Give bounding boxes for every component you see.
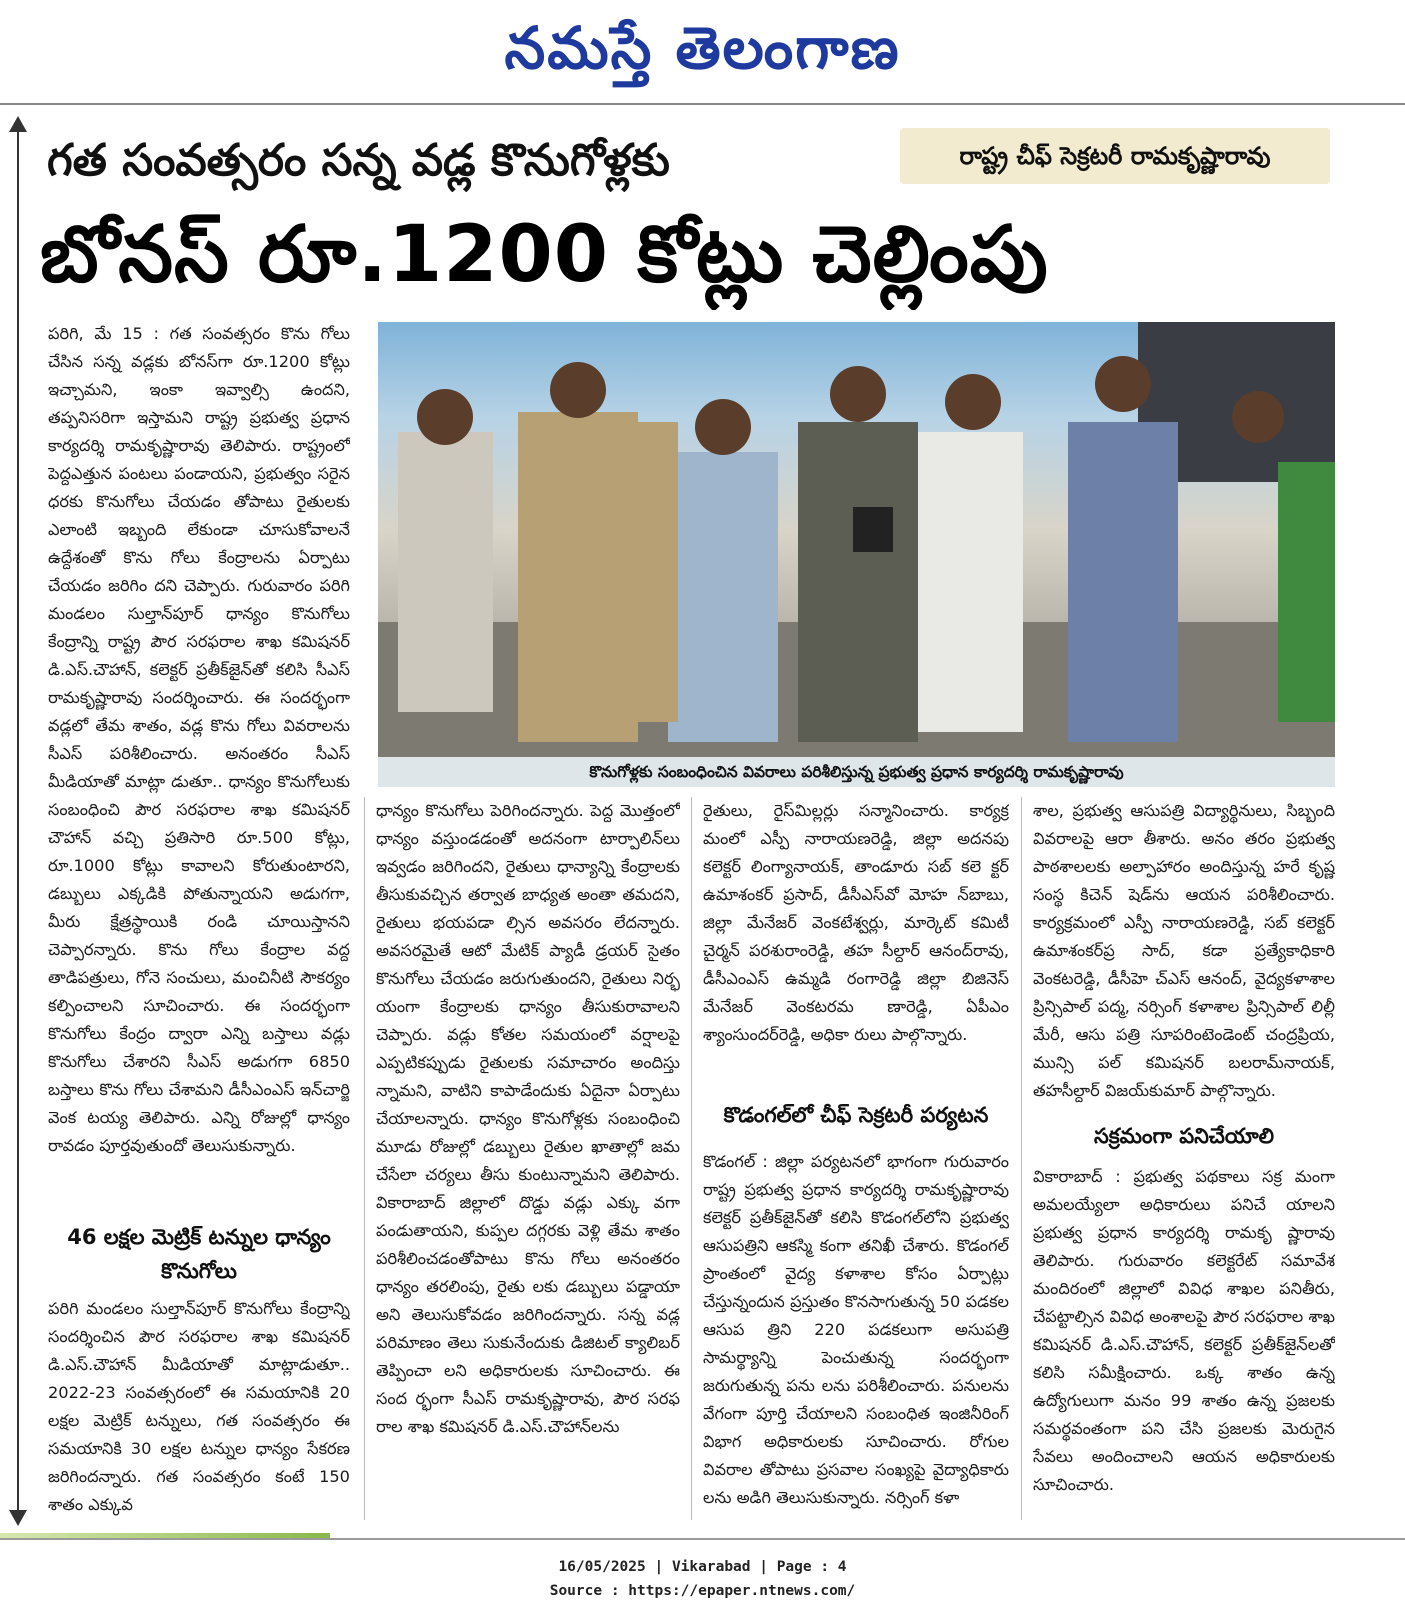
article-column-2 xyxy=(376,797,680,1520)
footer-source-link[interactable]: Source : https://epaper.ntnews.com/ xyxy=(549,1583,856,1599)
column-divider xyxy=(364,797,365,1520)
article-column-1-bottom xyxy=(48,1295,350,1520)
masthead xyxy=(0,0,1405,100)
subheading-work-properly: సక్రమంగా పనిచేయాలి xyxy=(1094,1124,1274,1148)
headline-subhead: గత సంవత్సరం సన్న వడ్ల కొనుగోళ్లకు xyxy=(47,135,670,186)
top-divider xyxy=(0,103,1405,105)
article-paragraph: పరిగి, మే 15 : గత సంవత్సరం కొను గోలు చేసిన సన్న వడ్లకు బోనస్‌గా రూ.1200 కోట్లు ఇచ్చామని, ఇంకా ఇవ్వాల్సి ఉందని, తప్పనిసరిగా ఇస్తామని రాష్ట్ర ప్రభుత్వ ప్రధాన కార్యదర్శి రామకృష్ణారావు తెలిపారు. రాష్ట్రంలో పెద్దఎత్తున పంటలు పండాయని, ప్రభుత్వం సరైన ధరకు కొనుగోలు చేయడం తోపాటు రైతులకు ఎలాంటి ఇబ్బంది లేకుండా చూసుకోవాలనే ఉద్దేశంతో కొను గోలు కేంద్రాలను ఏర్పాటు చేయడం జరిగిం దని చెప్పారు. గురువారం పరిగి మండలం సుల్తాన్‌పూర్ ధాన్యం కొనుగోలు కేంద్రాన్ని రాష్ట్ర పౌర సరఫరాల శాఖ కమిషనర్ డి.ఎస్.చౌహాన్, కలెక్టర్ ప్రతీక్‌జైన్‌తో కలిసి సీఎస్ రామకృష్ణారావు సందర్శించారు. ఈ సందర్భంగా వడ్లలో తేమ శాతం, వడ్ల కొను గోలు వివరాలను సీఎస్ పరిశీలించారు. అనంతరం సీఎస్ మీడియాతో మాట్లా డుతూ.. ధాన్యం కొనుగోలుకు సంబంధించి పౌర సరఫరాల శాఖ కమిషనర్ చౌహాన్ వచ్చి ప్రతిసారి రూ.500 కోట్లు, రూ.1000 కోట్లు కావాలని కోరుతుంటారని, డబ్బులు ఎక్కడికి పోతున్నాయని అడుగగా, మీరు క్షేత్రస్థాయికి రండి చూయిస్తానని చెప్పారన్నారు. కొను గోలు కేంద్రాల వద్ద తాడిపత్రులు, గోనె సంచులు, మంచినీటి సౌకర్యం కల్పించాలని సూచించారు. ఈ సందర్భంగా కొనుగోలు కేంద్రం ద్వారా ఎన్ని బస్తాలు వడ్లు కొనుగోలు చేశారని సీఎస్ అడుగగా 6850 బస్తాలు కొను గోలు చేశామని డీసీఎంఎస్ ఇన్‌చార్జి వెంక టయ్య తెలిపారు. ఎన్ని రోజుల్లో ధాన్యం రావడం పూర్తవుతుందో తెలుసుకున్నారు. xyxy=(48,324,350,1155)
article-paragraph: ధాన్యం కొనుగోలు పెరిగిందన్నారు. పెద్ద మొత్తంలో ధాన్యం వస్తుండడంతో అదనంగా టార్పాలిన్‌లు ఇవ్వడం జరిగిందని, రైతులు ధాన్యాన్ని కేంద్రాలకు తీసుకువచ్చిన తర్వాత బాధ్యత అంతా తమదని, రైతులు భయపడా ల్సిన అవసరం లేదన్నారు. అవసరమైతే ఆటో మేటిక్ ప్యాడీ డ్రయర్ సైతం కొనుగోలు చేయడం జరుగుతుందని, రైతులు నిర్భ యంగా కేంద్రాలకు ధాన్యం తీసుకురావాలని చెప్పారు. వడ్లు కోతల సమయంలో వర్షాలపై ఎప్పటికప్పుడు రైతులకు సమాచారం అందిస్తు న్నామని, వాటిని కాపాడేందుకు ఏదైనా ఏర్పాటు చేయాలన్నారు. ధాన్యం కొనుగోళ్లకు సంబంధించి మూడు రోజుల్లో డబ్బులు రైతుల ఖాతాల్లో జమ చేసేలా చర్యలు తీసు కుంటున్నామని తెలిపారు. వికారాబాద్ జిల్లాలో దొడ్డు వడ్లు ఎక్కు వగా పండుతాయని, కుప్పల దగ్గరకు వెళ్లి తేమ శాతం పరిశీలించడంతోపాటు కొను గోలు అనంతరం ధాన్యం తరలింపు, రైతు లకు డబ్బులు పడ్డాయా అని తెలుసుకోవడం జరిగిందన్నారు. సన్న వడ్ల పరిమాణం తెలు సుకునేందుకు డిజిటల్ క్యాలిబర్ తెప్పించా లని అధికారులకు సూచించారు. ఈ సంద ర్భంగా సీఎస్ రామకృష్ణారావు, పౌర సరఫ రాల శాఖ కమిషనర్ డి.ఎస్.చౌహాన్‌లను xyxy=(376,801,680,1436)
article-paragraph: కొడంగల్ : జిల్లా పర్యటనలో భాగంగా గురువారం రాష్ట్ర ప్రభుత్వ ప్రధాన కార్యదర్శి రామకృష్ణారావు కలెక్టర్ ప్రతీక్‌జైన్‌తో కలిసి కొడంగల్‌లోని ప్రభుత్వ ఆసుపత్రిని ఆకస్మి కంగా తనిఖీ చేశారు. కొడంగల్ ప్రాంతంలో వైద్య కళాశాల కోసం ఏర్పాట్లు చేస్తున్నందున ప్రస్తుతం కొనసాగుతున్న 50 పడకల ఆసుప త్రిని 220 పడకలుగా అసుపత్రి సామర్థ్యాన్ని పెంచుతున్న సందర్భంగా జరుగుతున్న పను లను పరిశీలించారు. పనులను వేగంగా పూర్తి చేయాలని సంబంధిత ఇంజినీరింగ్ విభాగ అధికారులకు సూచించారు. రోగుల వివరాల తోపాటు ప్రసవాల సంఖ్యపై వైద్యాధికారు లను అడిగి తెలుసుకున్నారు. నర్సింగ్ కళా xyxy=(703,1152,1009,1507)
subheading-grain-purchase: 46 లక్షల మెట్రిక్ టన్నుల ధాన్యం కొనుగోలు xyxy=(67,1225,331,1283)
article-column-4-bottom xyxy=(1033,1163,1335,1520)
subheading-kodangal-visit: కొడంగల్‌లో చీఫ్ సెక్రటరీ పర్యటన xyxy=(723,1103,989,1127)
article-paragraph: రైతులు, రైస్‌మిల్లర్లు సన్మానించారు. కార్యక్ర మంలో ఎస్పీ నారాయణరెడ్డి, జిల్లా అదనపు కలెక్టర్ లింగ్యానాయక్, తాండూరు సబ్ కలె క్టర్ ఉమాశంకర్ ప్రసాద్, డీసీఎస్‌వో మోహ న్‌బాబు, జిల్లా మేనేజర్ వెంకటేశ్వర్లు, మార్కెట్ కమిటీ చైర్మన్ పరశురాంరెడ్డి, తహ సీల్దార్ ఆనంద్‌రావు, డీసీఎంఎస్ ఉమ్మడి రంగారెడ్డి జిల్లా బిజినెస్ మేనేజర్ వెంకటరమ ణారెడ్డి, ఏపీఎం శ్యాంసుందర్‌రెడ్డి, అధికా రులు పాల్గొన్నారు. xyxy=(703,801,1009,1044)
photo-illustration xyxy=(378,322,1335,757)
column-divider xyxy=(1021,797,1022,1520)
article-paragraph: వికారాబాద్ : ప్రభుత్వ పథకాలు సక్ర మంగా అమలయ్యేలా అధికారులు పనిచే యాలని ప్రభుత్వ ప్రధాన కార్యదర్శి రామకృ ష్ణారావు తెలిపారు. గురువారం కలెక్టరేట్ సమావేశ మందిరంలో జిల్లాలో వివిధ శాఖల పనితీరు, చేపట్టాల్సిన వివిధ అంశాలపై పౌర సరఫరాల శాఖ కమిషనర్ డి.ఎస్.చౌహాన్, కలెక్టర్ ప్రతీక్‌జైన్‌లతో కలిసి సమీక్షించారు. ఒక్క శాతం ఉన్న ఉద్యోగులుగా మనం 99 శాతం ఉన్న ప్రజలకు సమర్థవంతంగా పని చేసి ప్రజలకు మెరుగైన సేవలు అందించాలని ఆయన అధికారులకు సూచించారు. xyxy=(1033,1167,1335,1494)
headline-main: బోనస్ రూ.1200 కోట్లు చెల్లింపు xyxy=(40,210,1049,300)
page-footer xyxy=(0,1555,1405,1603)
column-divider xyxy=(691,797,692,1520)
article-paragraph: పరిగి మండలం సుల్తాన్‌పూర్ కొనుగోలు కేంద్రాన్ని సందర్శించిన పౌర సరఫరాల శాఖ కమిషనర్ డి.ఎస్.చౌహాన్ మీడియాతో మాట్లాడుతూ.. 2022-23 సంవత్సరంలో ఈ సమయానికి 20 లక్షల మెట్రిక్ టన్నులు, గత సంవత్సరం ఈ సమయానికి 30 లక్షల టన్నుల ధాన్యం సేకరణ జరిగిందన్నారు. గత సంవత్సరం కంటే 150 శాతం ఎక్కువ xyxy=(48,1299,350,1514)
news-photo xyxy=(378,322,1335,757)
arrow-down-icon xyxy=(9,1510,27,1526)
article-column-4 xyxy=(1033,797,1335,1107)
article-column-3 xyxy=(703,797,1009,1087)
bottom-divider xyxy=(0,1538,1405,1540)
photo-caption: కొనుగోళ్లకు సంబంధించిన వివరాలు పరిశీలిస్తున్న ప్రభుత్వ ప్రధాన కార్యదర్శి రామకృష్ణారావు xyxy=(378,757,1335,787)
headline-kicker: రాష్ట్ర చీఫ్ సెక్రటరీ రామకృష్ణారావు xyxy=(900,128,1330,184)
article-column-3-bottom xyxy=(703,1148,1009,1520)
page-length-indicator xyxy=(17,125,19,1520)
footer-date-edition: 16/05/2025 | Vikarabad | Page : 4 xyxy=(558,1559,847,1575)
article-column-1 xyxy=(48,320,350,1220)
article-paragraph: శాల, ప్రభుత్వ ఆసుపత్రి విద్యార్థినులు, సిబ్బంది వివరాలపై ఆరా తీశారు. అనం తరం ప్రభుత్వ పాఠశాలలకు అల్పాహారం అందిస్తున్న హరే కృష్ణ సంస్థ కిచెన్ షెడ్‌ను ఆయన పరిశీలించారు. కార్యక్రమంలో ఎస్పీ నారాయణరెడ్డి, సబ్ కలెక్టర్ ఉమాశంకర్‌ప్ర సాద్, కడా ప్రత్యేకాధికారి వెంకటరెడ్డి, డీసీహె చ్‌ఎస్ ఆనంద్, వైద్యకళాశాల ప్రిన్సిపాల్ పద్మ, నర్సింగ్ కళాశాల ప్రిన్సిపాల్ లిల్లీ మేరీ, ఆసు పత్రి సూపరింటెండెంట్ చంద్రప్రియ, మున్సి పల్ కమిషనర్ బలరామ్‌నాయక్, తహసీల్దార్ విజయ్‌కుమార్ పాల్గొన్నారు. xyxy=(1033,801,1335,1100)
newspaper-logo: నమస్తే తెలంగాణ xyxy=(504,14,901,82)
